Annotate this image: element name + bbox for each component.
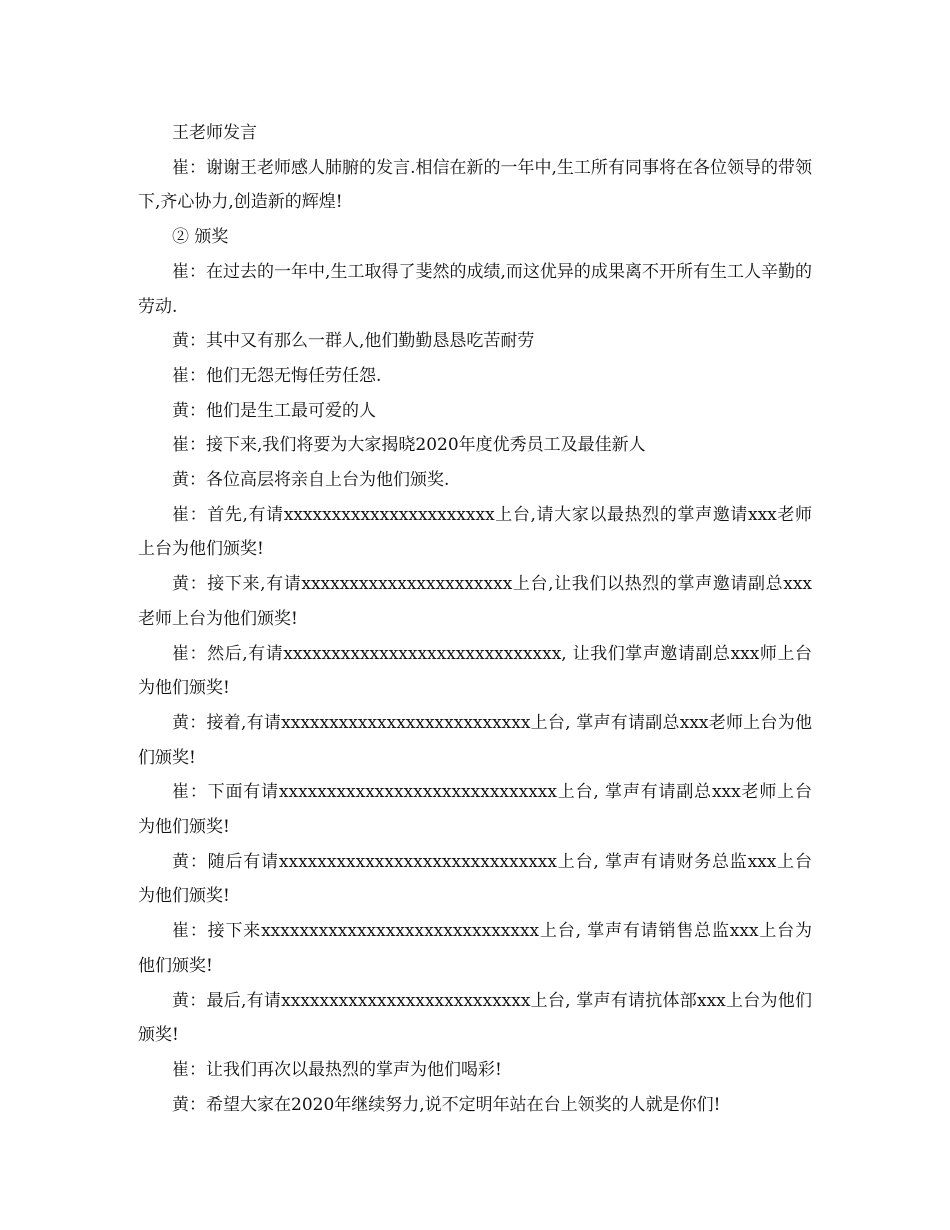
paragraph-cui-achievements: 崔：在过去的一年中,生工取得了斐然的成绩,而这优异的成果离不开所有生工人辛勤的劳动. xyxy=(138,261,812,317)
paragraph-speech-title: 王老师发言 xyxy=(172,123,257,143)
paragraph-huang-hardworking: 黄：其中又有那么一群人,他们勤勤恳恳吃苦耐劳 xyxy=(172,331,535,352)
paragraph-huang-afterwards: 黄：随后有请xxxxxxxxxxxxxxxxxxxxxxxxxxxxx上台, 掌声有请财务总监xxx上台为他们颁奖! xyxy=(138,851,812,907)
paragraph-cui-sales: 崔：接下来xxxxxxxxxxxxxxxxxxxxxxxxxxxxx上台, 掌声有请销售总监xxx上台为他们颁奖! xyxy=(138,921,812,976)
paragraph-cui-first: 崔：首先,有请xxxxxxxxxxxxxxxxxxxxxx上台,请大家以最热烈的掌声邀请xxx老师上台为他们颁奖! xyxy=(138,504,812,560)
paragraph-huang-next: 黄：接下来,有请xxxxxxxxxxxxxxxxxxxxxx上台,让我们以热烈的掌声邀请副总xxx老师上台为他们颁奖! xyxy=(138,574,812,629)
paragraph-huang-following: 黄：接着,有请xxxxxxxxxxxxxxxxxxxxxxxxxx上台, 掌声有请副总xxx老师上台为他们颁奖! xyxy=(138,712,812,768)
paragraph-huang-executives: 黄：各位高层将亲自上台为他们颁奖. xyxy=(172,470,450,491)
paragraph-huang-closing: 黄：希望大家在2020年继续努力,说不定明年站在台上领奖的人就是你们! xyxy=(172,1094,721,1115)
paragraph-cui-below: 崔：下面有请xxxxxxxxxxxxxxxxxxxxxxxxxxxxx上台, 掌声有请副总xxx老师上台为他们颁奖! xyxy=(138,782,812,838)
paragraph-cui-no-complaints: 崔：他们无怨无悔任劳任怨. xyxy=(172,365,382,386)
paragraph-cui-thanks: 崔：谢谢王老师感人肺腑的发言.相信在新的一年中,生工所有同事将在各位领导的带领下,齐心协力,创造新的辉煌! xyxy=(138,157,812,213)
paragraph-award-heading: ② 颁奖 xyxy=(172,227,229,248)
paragraph-huang-loveliest: 黄：他们是生工最可爱的人 xyxy=(172,400,376,421)
paragraph-huang-finally: 黄：最后,有请xxxxxxxxxxxxxxxxxxxxxxxxxx上台, 掌声有请抗体部xxx上台为他们颁奖! xyxy=(138,990,812,1046)
paragraph-cui-then: 崔：然后,有请xxxxxxxxxxxxxxxxxxxxxxxxxxxxx, 让我们掌声邀请副总xxx师上台为他们颁奖! xyxy=(138,643,812,699)
paragraph-cui-applause: 崔：让我们再次以最热烈的掌声为他们喝彩! xyxy=(172,1059,502,1080)
document-body xyxy=(138,116,812,1122)
paragraph-cui-announce: 崔：接下来,我们将要为大家揭晓2020年度优秀员工及最佳新人 xyxy=(172,435,646,456)
